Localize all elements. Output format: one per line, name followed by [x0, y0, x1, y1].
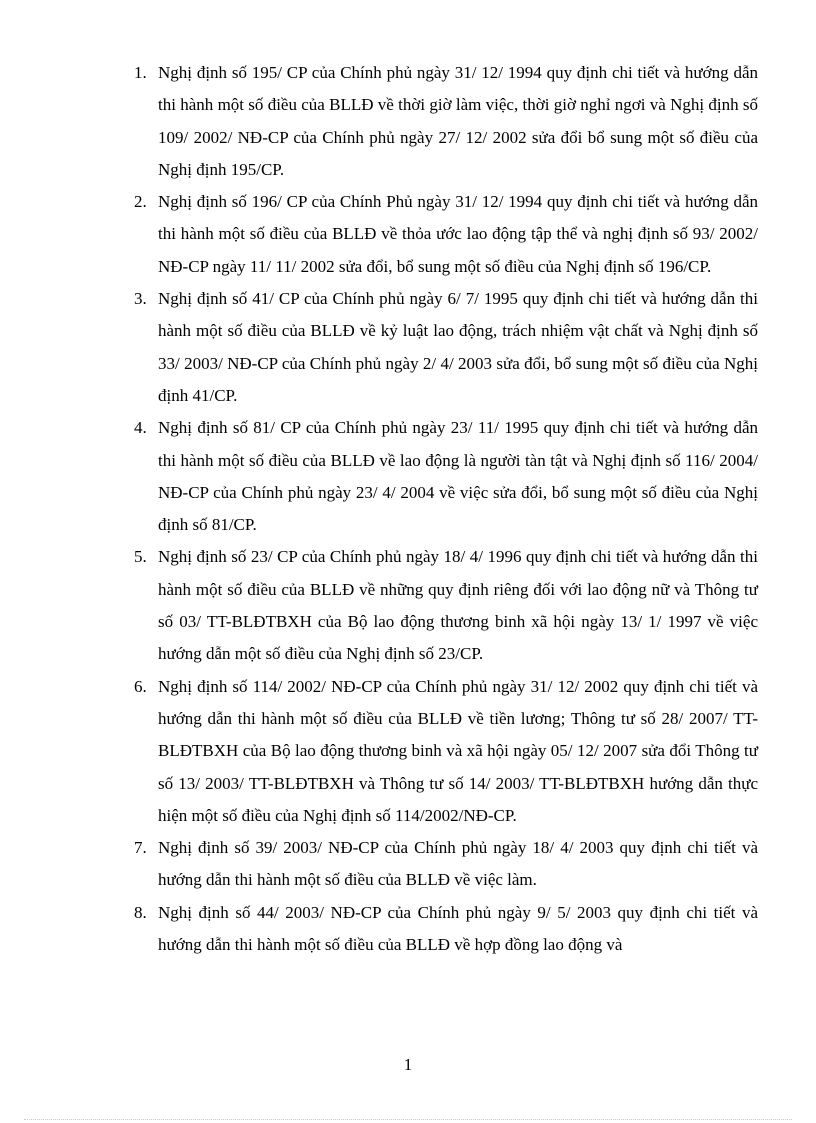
item-text: Nghị định số 81/ CP của Chính phủ ngày 23/ 11/ 1995 quy định chi tiết và hướng dẫn thi hành một số điều của BLLĐ về lao động là người tàn tật và Nghị định số 116/ 2004/ NĐ-CP của Chính phủ ngày 23/ 4/ 2004 về việc sửa đổi, bổ sung một số điều của Nghị định số 81/CP.: [158, 418, 758, 535]
list-item: [134, 283, 758, 412]
list-item: [134, 412, 758, 541]
item-number: 6.: [134, 676, 147, 696]
list-item: [134, 57, 758, 186]
item-number: 3.: [134, 289, 147, 309]
item-text: Nghị định số 23/ CP của Chính phủ ngày 18/ 4/ 1996 quy định chi tiết và hướng dẫn thi hành một số điều của BLLĐ về những quy định riêng đối với lao động nữ và Thông tư số 03/ TT-BLĐTBXH của Bộ lao động thương binh xã hội ngày 13/ 1/ 1997 về việc hướng dẫn một số điều của Nghị định số 23/CP.: [158, 547, 758, 664]
list-item: [134, 186, 758, 283]
item-number: 2.: [134, 192, 147, 212]
item-text: Nghị định số 41/ CP của Chính phủ ngày 6/ 7/ 1995 quy định chi tiết và hướng dẫn thi hành một số điều của BLLĐ về kỷ luật lao động, trách nhiệm vật chất và Nghị định số 33/ 2003/ NĐ-CP của Chính phủ ngày 2/ 4/ 2003 sửa đổi, bổ sung một số điều của Nghị định 41/CP.: [158, 289, 758, 405]
item-text: Nghị định số 44/ 2003/ NĐ-CP của Chính phủ ngày 9/ 5/ 2003 quy định chi tiết và hướng dẫn thi hành một số điều của BLLĐ về hợp đồng lao động và: [158, 902, 758, 955]
item-number: 4.: [134, 418, 147, 438]
item-text: Nghị định số 39/ 2003/ NĐ-CP của Chính phủ ngày 18/ 4/ 2003 quy định chi tiết và hướng dẫn thi hành một số điều của BLLĐ về việc làm.: [158, 838, 758, 890]
list-item: [134, 541, 758, 670]
page-bottom-divider: [24, 1119, 792, 1120]
item-number: 1.: [134, 63, 147, 82]
item-number: 7.: [134, 838, 147, 858]
legal-reference-list: [134, 57, 758, 961]
item-number: 5.: [134, 547, 147, 567]
page-number: 1: [403, 1055, 413, 1074]
item-text: Nghị định số 196/ CP của Chính Phủ ngày 31/ 12/ 1994 quy định chi tiết và hướng dẫn thi hành một số điều của BLLĐ về thỏa ước lao động tập thể và nghị định số 93/ 2002/ NĐ-CP ngày 11/ 11/ 2002 sửa đổi, bổ sung một số điều của Nghị định số 196/CP.: [158, 192, 758, 276]
item-number: 8.: [134, 902, 147, 922]
list-item: [134, 671, 758, 832]
list-item: [134, 897, 758, 962]
item-text: Nghị định số 114/ 2002/ NĐ-CP của Chính phủ ngày 31/ 12/ 2002 quy định chi tiết và hướng dẫn thi hành một số điều của BLLĐ về tiền lương; Thông tư số 28/ 2007/ TT-BLĐTBXH của Bộ lao động thương binh và xã hội ngày 05/ 12/ 2007 sửa đổi Thông tư số 13/ 2003/ TT-BLĐTBXH và Thông tư số 14/ 2003/ TT-BLĐTBXH hướng dẫn thực hiện một số điều của Nghị định số 114/2002/NĐ-CP.: [158, 676, 758, 825]
list-item: [134, 832, 758, 897]
item-text: Nghị định số 195/ CP của Chính phủ ngày 31/ 12/ 1994 quy định chi tiết và hướng dẫn thi hành một số điều của BLLĐ về thời giờ làm việc, thời giờ nghỉ ngơi và Nghị định số 109/ 2002/ NĐ-CP của Chính phủ ngày 27/ 12/ 2002 sửa đổi bổ sung một số điều của Nghị định 195/CP.: [158, 63, 758, 179]
